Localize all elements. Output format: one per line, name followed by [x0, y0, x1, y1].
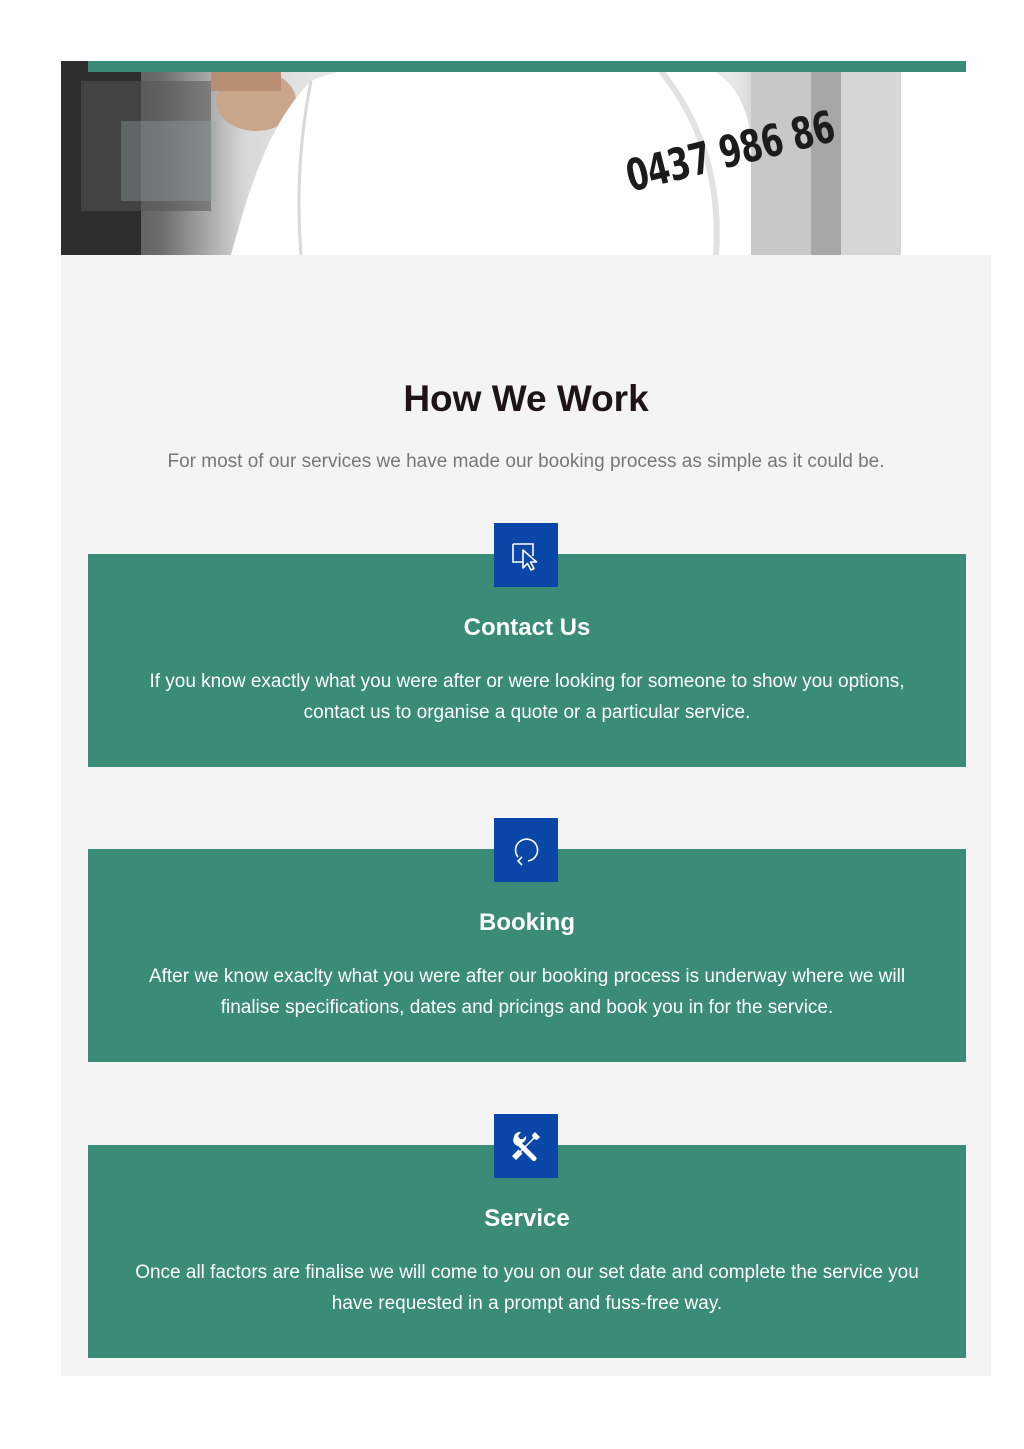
- step-title: Contact Us: [463, 614, 591, 641]
- tools-icon: [494, 1114, 558, 1178]
- hero-image: [61, 61, 901, 255]
- refresh-icon: [494, 818, 558, 882]
- accent-bar: [88, 61, 966, 72]
- step-description: If you know exactly what you were after or were looking for someone to show you options, contact us to organise a quote or a particular service.: [149, 671, 905, 723]
- how-we-work-section: [61, 255, 991, 1376]
- step-description: After we know exaclty what you were after our booking process is underway where we will finalise specifications, dates and pricings and book you in for the service.: [148, 966, 906, 1018]
- hero-phone-number: 0437 986 86: [621, 101, 840, 203]
- section-subtitle: For most of our services we have made our booking process as simple as it could be.: [167, 451, 885, 472]
- cursor-click-icon: [494, 523, 558, 587]
- step-title: Booking: [479, 909, 575, 936]
- section-title: How We Work: [403, 378, 649, 419]
- step-title: Service: [484, 1205, 570, 1232]
- step-description: Once all factors are finalise we will come to you on our set date and complete the service you have requested in a prompt and fuss-free way.: [135, 1262, 919, 1314]
